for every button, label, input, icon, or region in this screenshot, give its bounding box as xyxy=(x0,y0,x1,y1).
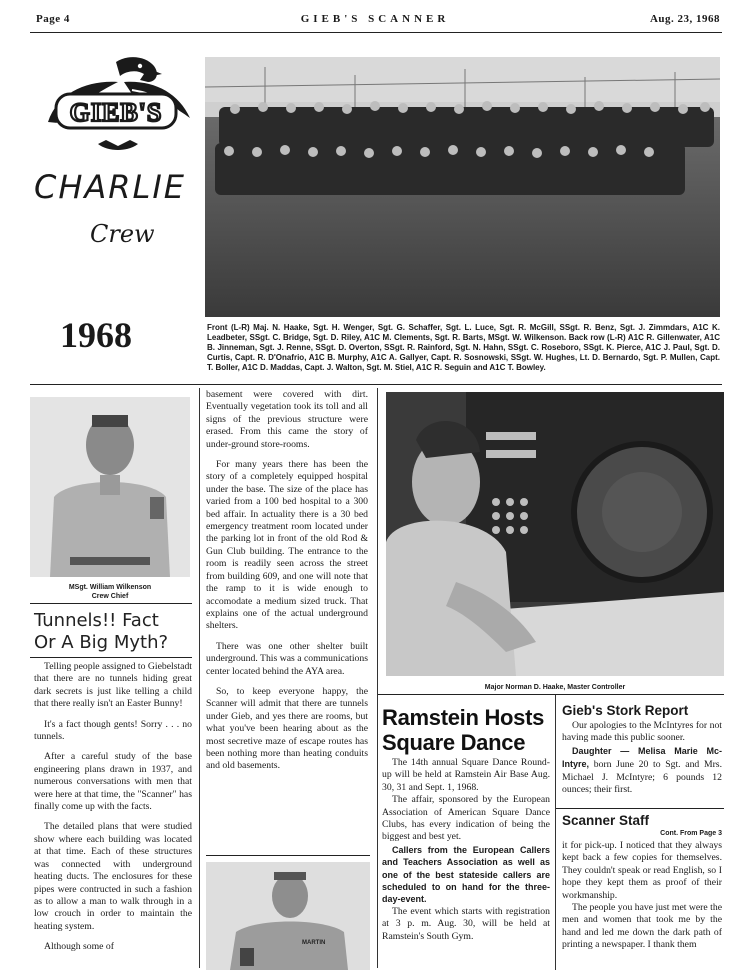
col2-rule xyxy=(206,855,370,856)
tunnels-article-col2 xyxy=(206,389,368,847)
stork-rule xyxy=(556,808,724,809)
crew-title: CHARLIE xyxy=(34,168,187,206)
tunnels-headline xyxy=(34,610,168,654)
giebs-eagle-logo xyxy=(28,52,198,157)
tunnels-para: So, to keep everyone happy, the Scanner will admit that there are tunnels under Gieb, and yes there are rooms, but what you've been hearing about as the most secretive maze of escape routes has been nothing more than heating conduits and old basements. xyxy=(206,685,368,772)
wilkenson-photo xyxy=(30,397,190,577)
ramstein-headline xyxy=(382,705,550,755)
haake-photo xyxy=(386,392,724,676)
ramstein-headline-line2: Square Dance xyxy=(382,730,526,755)
staff-para: The people you have just met were the men and women that took me by the hand and led me down the dark path of printing a newspaper. I thank them xyxy=(562,902,722,951)
page-number: Page 4 xyxy=(36,13,70,25)
column-divider xyxy=(377,388,378,968)
issue-date: Aug. 23, 1968 xyxy=(649,13,720,25)
newspaper-name: GIEB'S SCANNER xyxy=(300,13,450,25)
officer-photo xyxy=(206,862,370,970)
tunnels-para: After a careful study of the base engineering plans drawn in 1937, and numerous conversations with men that were here at that time, the "Scanner" has finally come up with the facts. xyxy=(34,751,192,813)
tunnels-headline-line2: Or A Big Myth? xyxy=(34,632,169,653)
nametag: MARTIN xyxy=(302,940,326,946)
section-rule xyxy=(30,384,722,385)
ramstein-para: The affair, sponsored by the European Association of American Square Dance Clubs, has every indication of being the biggest and best yet. xyxy=(382,794,550,843)
staff-headline: Scanner Staff xyxy=(562,813,650,828)
ramstein-para: The 14th annual Square Dance Round-up will be held at Ramstein Air Base Aug. 30, 31 and Sept. 1, 1968. xyxy=(382,757,550,793)
tunnels-headline-rule xyxy=(30,657,192,658)
tunnels-para: Although some of xyxy=(44,941,114,953)
ramstein-headline-line1: Ramstein Hosts xyxy=(382,705,545,730)
staff-article xyxy=(562,840,722,969)
stork-daughter-label: Daughter — Melisa Marie Mc-Intyre, xyxy=(562,745,722,770)
tunnels-headline-line1: Tunnels!! Fact xyxy=(34,610,159,631)
crew-subtitle: Crew xyxy=(90,220,155,248)
tunnels-para: There was one other shelter built underground. This was a communications center located behind the AYA area. xyxy=(206,640,368,677)
tunnels-article-col1 xyxy=(34,661,192,967)
wilkenson-rule xyxy=(30,603,192,604)
wilkenson-caption-name: MSgt. William Wilkenson xyxy=(68,584,152,591)
crew-group-photo xyxy=(205,57,720,317)
tunnels-para: Telling people assigned to Giebelstadt that there are no tunnels hiding great dark secrets is just like telling a child that there really isn't an Easter Bunny! xyxy=(34,661,192,710)
haake-caption: Major Norman D. Haake, Master Controller xyxy=(484,684,626,691)
stork-daughter-text: born June 20 to Sgt. and Mrs. Michael J. McIntyre; 6 pounds 12 ounces; their first. xyxy=(562,759,722,796)
crew-photo-caption: Front (L-R) Maj. N. Haake, Sgt. H. Wenger, Sgt. G. Schaffer, Sgt. L. Luce, Sgt. R. McGill, SSgt. R. Benz, Sgt. J. Zimmdars, A1C K. Leadbeter, SSgt. C. Bridge, Sgt. D. Riley, A1C M. Clements, Sgt. R. Barts, MSgt. W. Wilkenson. Back row (L-R) A1C R. Gillenwater, A1C B. Jinneman, Sgt. J. Renne, SSgt. D. Overton, SSgt. R. Rainford, Sgt. N. Hahn, SSgt. C. Roseboro, SSgt. K. Pierce, A1C J. Paul, Sgt. D. Curtis, Capt. R. D'Onafrio, A1C B. Murphy, A1C A. Gallyer, Capt. R. Sosnowski, SSgt. W. Hughes, Lt. D. Bernardo, Sgt. P. Mullen, Capt. T. Boller, A1C D. Maddas, Capt. J. Walton, Sgt. M. Stiel, A1C R. Seguin and A1C T. Bowley. xyxy=(207,323,720,372)
header-rule xyxy=(30,32,722,33)
staff-para: it for pick-up. I noticed that they always kept back a few copies for themselves. They couldn't speak or read English, so I hope they kept them as proof of their workmanship. xyxy=(562,840,722,901)
tunnels-para: basement were covered with dirt. Eventually vegetation took its toll and all signs of the previous structure were erased. From this came the story of under-ground store-rooms. xyxy=(206,389,368,450)
ramstein-para: The event which starts with registration at 3 p. m. Aug. 30, will be held at Ramstein's South Gym. xyxy=(382,905,550,942)
tunnels-para: The detailed plans that were studied show where each building was located at that time. Each of these structures was connected with underground heating ducts. The enclosures for these pipes were contructed in such a fashion as to allow a man to walk through in a low crouch in order to maintain the heating system. xyxy=(34,821,192,932)
ramstein-article xyxy=(382,757,550,969)
stork-intro: Our apologies to the McIntyres for not having made this public sooner. xyxy=(562,720,722,744)
haake-rule xyxy=(378,694,724,695)
tunnels-para: It's a fact though gents! Sorry . . . no tunnels. xyxy=(34,718,192,743)
crew-year: 1968 xyxy=(60,315,132,355)
ramstein-bold-para: Callers from the European Callers and Teachers Association as well as one of the best stateside callers are scheduled to on hand for the three-day-event. xyxy=(382,844,550,905)
staff-continued: Cont. From Page 3 xyxy=(660,830,722,837)
column-divider xyxy=(199,388,200,968)
tunnels-para: For many years there has been the story of a completely equipped hospital under the base. The size of the place has varied from a 100 bed hospital to a 300 bed affair. In actuality there is a 30 bed emergency treatment room located under the parking lot in front of the old Rod & Gun Club building. The entrance to the room is readily seen across the street from building 609, and one will note that the ramp to it is wide enough to accomodate a medium sized truck. That explains one of the actual underground shelters. xyxy=(206,459,368,632)
wilkenson-caption-title: Crew Chief xyxy=(91,593,129,600)
stork-daughter xyxy=(562,745,722,797)
stork-article xyxy=(562,720,722,804)
column-divider xyxy=(555,695,556,970)
stork-headline: Gieb's Stork Report xyxy=(562,703,689,718)
logo-text: GIEB'S xyxy=(69,98,163,127)
